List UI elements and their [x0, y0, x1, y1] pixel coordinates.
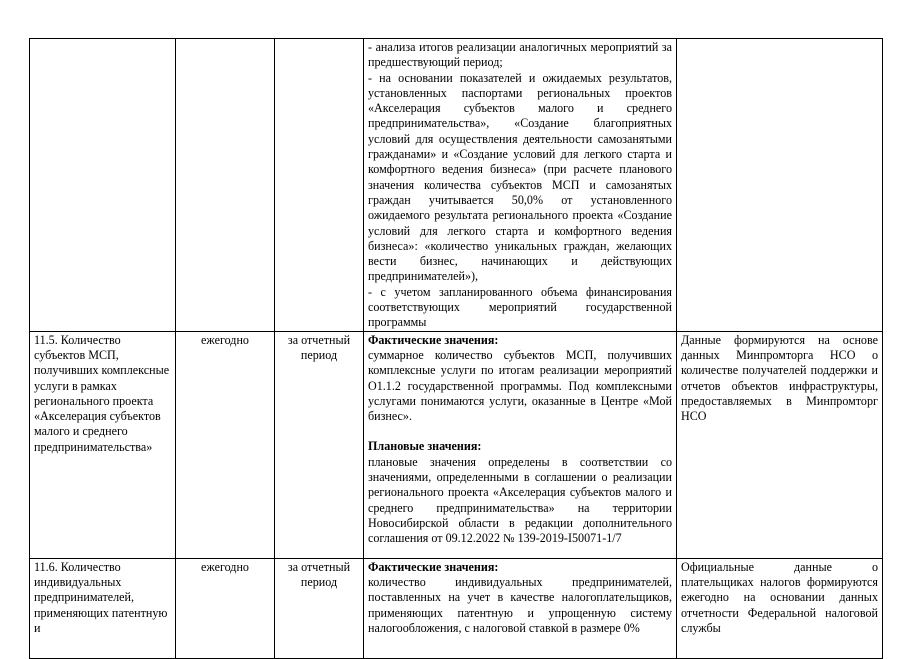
fact-values-header: Фактические значения:: [368, 332, 499, 347]
fact-values-text: суммарное количество субъектов МСП, получивших комплексные услуги по итогам реализации мероприятий О1.1.2 государственной программы. Под комплексными услугами понимаются услуги, оказанные в Центре «Мой бизнес».: [368, 347, 672, 424]
table-row: [30, 331, 883, 558]
plan-values-text: плановые значения определены в соответствии со значениями, определенными в соглашении о реализации регионального проекта «Акселерация субъектов малого и среднего предпринимательства» на территории Новосибирской области в редакции дополнительного соглашения от 09.12.2022 № 139-2019-I50071-1/7: [368, 454, 672, 546]
period-cell: за отчетный период: [275, 331, 364, 558]
method-cell: [364, 558, 677, 658]
plan-values-header: Плановые значения:: [368, 439, 482, 454]
method-paragraph: - с учетом запланированного объема финансирования соответствующих мероприятий государственной программы: [368, 284, 672, 330]
method-cell: [364, 331, 677, 558]
method-paragraph: - анализа итогов реализации аналогичных мероприятий за предшествующий период;: [368, 40, 672, 70]
table-row: [30, 558, 883, 658]
indicator-name-cell: [30, 39, 176, 332]
method-paragraph: - на основании показателей и ожидаемых результатов, установленных паспортами региональных проектов «Акселерация субъектов малого и среднего предпринимательства», «Создание благоприятных условий для осуществления деятельности самозанятыми гражданами» и «Создание условий для легкого старта и комфортного ведения бизнеса» (при расчете планового значения количества субъектов МСП и самозанятых граждан учитывается 50,0% от установленного ожидаемого результата регионального проекта «Создание условий для легкого старта и комфортного ведения бизнеса»: «количество уникальных граждан, желающих вести бизнес, начинающих и действующих предпринимателей»),: [368, 70, 672, 284]
period-cell: за отчетный период: [275, 558, 364, 658]
frequency-cell: ежегодно: [176, 558, 275, 658]
indicator-name-cell: 11.6. Количество индивидуальных предпринимателей, применяющих патентную и: [30, 558, 176, 658]
method-cell: [364, 39, 677, 332]
fact-values-text: количество индивидуальных предпринимателей, поставленных на учет в качестве налогоплательщиков, применяющих патентную и упрощенную систему налогообложения, с налоговой ставкой в размере 0%: [368, 574, 672, 635]
source-cell: Официальные данные о плательщиках налогов формируются ежегодно на основании данных отчетности Федеральной налоговой службы: [677, 558, 883, 658]
frequency-cell: [176, 39, 275, 332]
frequency-cell: ежегодно: [176, 331, 275, 558]
period-cell: [275, 39, 364, 332]
indicators-table: [29, 38, 883, 659]
source-cell: Данные формируются на основе данных Минпромторга НСО о количестве получателей поддержки и отчетов объектов инфраструктуры, предоставляемых в Минпромторг НСО: [677, 331, 883, 558]
indicator-name-cell: 11.5. Количество субъектов МСП, получивших комплексные услуги в рамках регионального проекта «Акселерация субъектов малого и среднего предпринимательства»: [30, 331, 176, 558]
fact-values-header: Фактические значения:: [368, 559, 499, 574]
table-row: [30, 39, 883, 332]
source-cell: [677, 39, 883, 332]
